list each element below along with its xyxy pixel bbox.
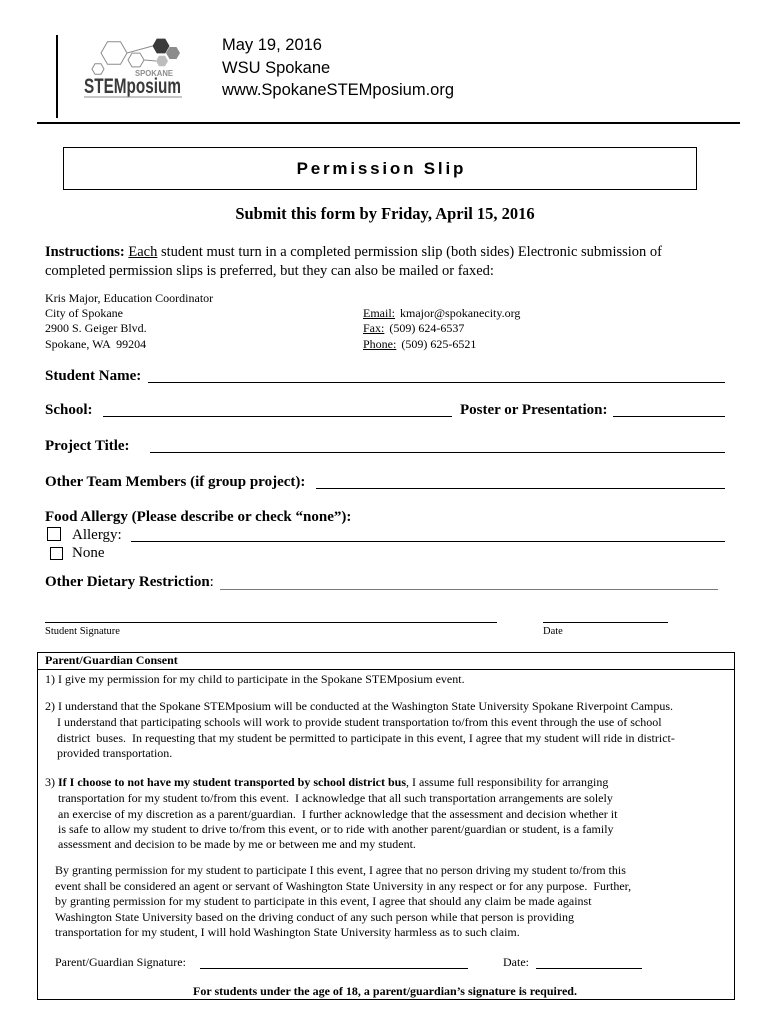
team-members-field[interactable] (316, 488, 725, 489)
consent-item-3-line (45, 775, 608, 789)
phone-value: (509) 625-6521 (401, 337, 477, 351)
event-venue: WSU Spokane (222, 59, 331, 77)
instructions-emphasis: Each (128, 244, 158, 260)
logo-connector (144, 60, 156, 61)
phone-label: Phone: (363, 337, 397, 351)
consent-item-3-line: is safe to allow my student to drive to/from this event, or to ride with another parent/guardian or student, is a family (58, 822, 614, 836)
logo-hexagon (128, 53, 144, 67)
logo-connector (127, 46, 153, 53)
parent-date-label: Date: (503, 955, 529, 969)
consent-item-2-line: district buses. In requesting that my student be permitted to participate in this event, I agree that my student will ride in district- (57, 731, 675, 745)
liability-line: Washington State University based on the driving conduct of any such person while that person is providing (55, 910, 574, 924)
contact-organization: City of Spokane (45, 306, 123, 320)
allergy-checkbox[interactable] (47, 527, 61, 541)
logo-hexagon (101, 42, 127, 65)
parent-signature-label: Parent/Guardian Signature: (55, 955, 186, 969)
consent-heading: Parent/Guardian Consent (45, 653, 178, 667)
contact-fax-row (363, 321, 464, 335)
food-allergy-label: Food Allergy (Please describe or check “none”): (45, 509, 352, 525)
poster-or-presentation-label: Poster or Presentation: (460, 402, 608, 418)
fax-label: Fax: (363, 321, 385, 335)
student-signature-field[interactable] (45, 622, 497, 623)
consent-item-3-number: 3) (45, 775, 55, 789)
student-name-label: Student Name: (45, 368, 142, 384)
none-checkbox[interactable] (50, 547, 63, 560)
consent-item-2-line: provided transportation. (57, 746, 173, 760)
project-title-label: Project Title: (45, 438, 130, 454)
consent-item-3-emphasis: If I choose to not have my student transported by school district bus (58, 775, 407, 789)
email-label: Email: (363, 306, 395, 320)
consent-item-3-line: transportation for my student to/from this event. I acknowledge that all such transportation arrangements are solely (58, 791, 613, 805)
contact-street: 2900 S. Geiger Blvd. (45, 321, 147, 335)
email-value: kmajor@spokanecity.org (400, 306, 521, 320)
consent-item-2-line: 2) I understand that the Spokane STEMposium will be conducted at the Washington State University Spokane Riverpoint Campus. (45, 699, 674, 713)
consent-heading-divider (37, 669, 735, 670)
header-divider (37, 122, 740, 124)
contact-name: Kris Major, Education Coordinator (45, 291, 214, 305)
event-date: May 19, 2016 (222, 36, 322, 54)
submission-deadline: Submit this form by Friday, April 15, 2016 (235, 204, 535, 223)
allergy-option-label: Allergy: (72, 527, 122, 543)
dietary-restriction-label-row (45, 574, 214, 591)
parent-date-field[interactable] (536, 968, 642, 969)
logo-hexagon (166, 47, 180, 59)
student-signature-label: Student Signature (45, 626, 120, 637)
logo-spokane-text: SPOKANE (135, 69, 174, 78)
allergy-description-field[interactable] (131, 541, 725, 542)
none-option-label: None (72, 545, 105, 561)
consent-item-2-line: I understand that participating schools will work to provide student transportation to/from this event through the use of school (57, 715, 662, 729)
parent-signature-field[interactable] (200, 968, 468, 969)
instructions-label: Instructions: (45, 244, 125, 260)
contact-email-row (363, 306, 520, 320)
team-members-label: Other Team Members (if group project): (45, 474, 306, 490)
logo-hexagon (153, 39, 170, 54)
dietary-restriction-field[interactable] (220, 589, 718, 590)
dietary-restriction-colon: : (209, 574, 214, 590)
logo-hexagon (156, 56, 168, 66)
stemposium-logo (78, 33, 190, 103)
fax-value: (509) 624-6537 (389, 321, 465, 335)
event-website: www.SpokaneSTEMposium.org (222, 81, 455, 99)
instructions-text: student must turn in a completed permission slip (both sides) Electronic submission of (161, 244, 662, 260)
title-box (63, 147, 697, 190)
consent-item-1: 1) I give my permission for my child to participate in the Spokane STEMposium event. (45, 672, 465, 686)
student-date-label: Date (543, 626, 563, 637)
consent-item-3-line: an exercise of my discretion as a parent/guardian. I further acknowledge that the assessment and decision whether it (58, 807, 618, 821)
consent-item-3-rest: , I assume full responsibility for arranging (406, 775, 609, 789)
liability-line: By granting permission for my student to participate I this event, I agree that no person driving my student to/from this (55, 863, 626, 877)
student-date-field[interactable] (543, 622, 668, 623)
instructions-line-1 (45, 244, 662, 261)
poster-or-presentation-field[interactable] (613, 416, 725, 417)
logo-hexagon (92, 64, 104, 74)
project-title-field[interactable] (150, 452, 725, 453)
student-name-field[interactable] (148, 382, 725, 383)
logo-stemposium-text: STEMposium (84, 75, 181, 98)
liability-line: transportation for my student, I will hold Washington State University harmless as to such claim. (55, 925, 520, 939)
liability-line: by granting permission for my student to participate in this event, I agree that should any claim be made against (55, 894, 592, 908)
instructions-line-2: completed permission slips is preferred, but they can also be mailed or faxed: (45, 263, 494, 279)
dietary-restriction-label: Other Dietary Restriction (45, 574, 210, 590)
contact-phone-row (363, 337, 476, 351)
liability-line: event shall be considered an agent or servant of Washington State University in any respect or for any purpose. Further, (55, 879, 632, 893)
contact-city: Spokane, WA 99204 (45, 337, 147, 351)
consent-item-3-line: assessment and decision to be made by me or between me and my student. (58, 837, 416, 851)
header-vertical-divider (56, 35, 58, 118)
consent-footer-note: For students under the age of 18, a parent/guardian’s signature is required. (193, 984, 577, 998)
school-label: School: (45, 402, 93, 418)
page-title: Permission Slip (296, 158, 467, 178)
school-field[interactable] (103, 416, 452, 417)
